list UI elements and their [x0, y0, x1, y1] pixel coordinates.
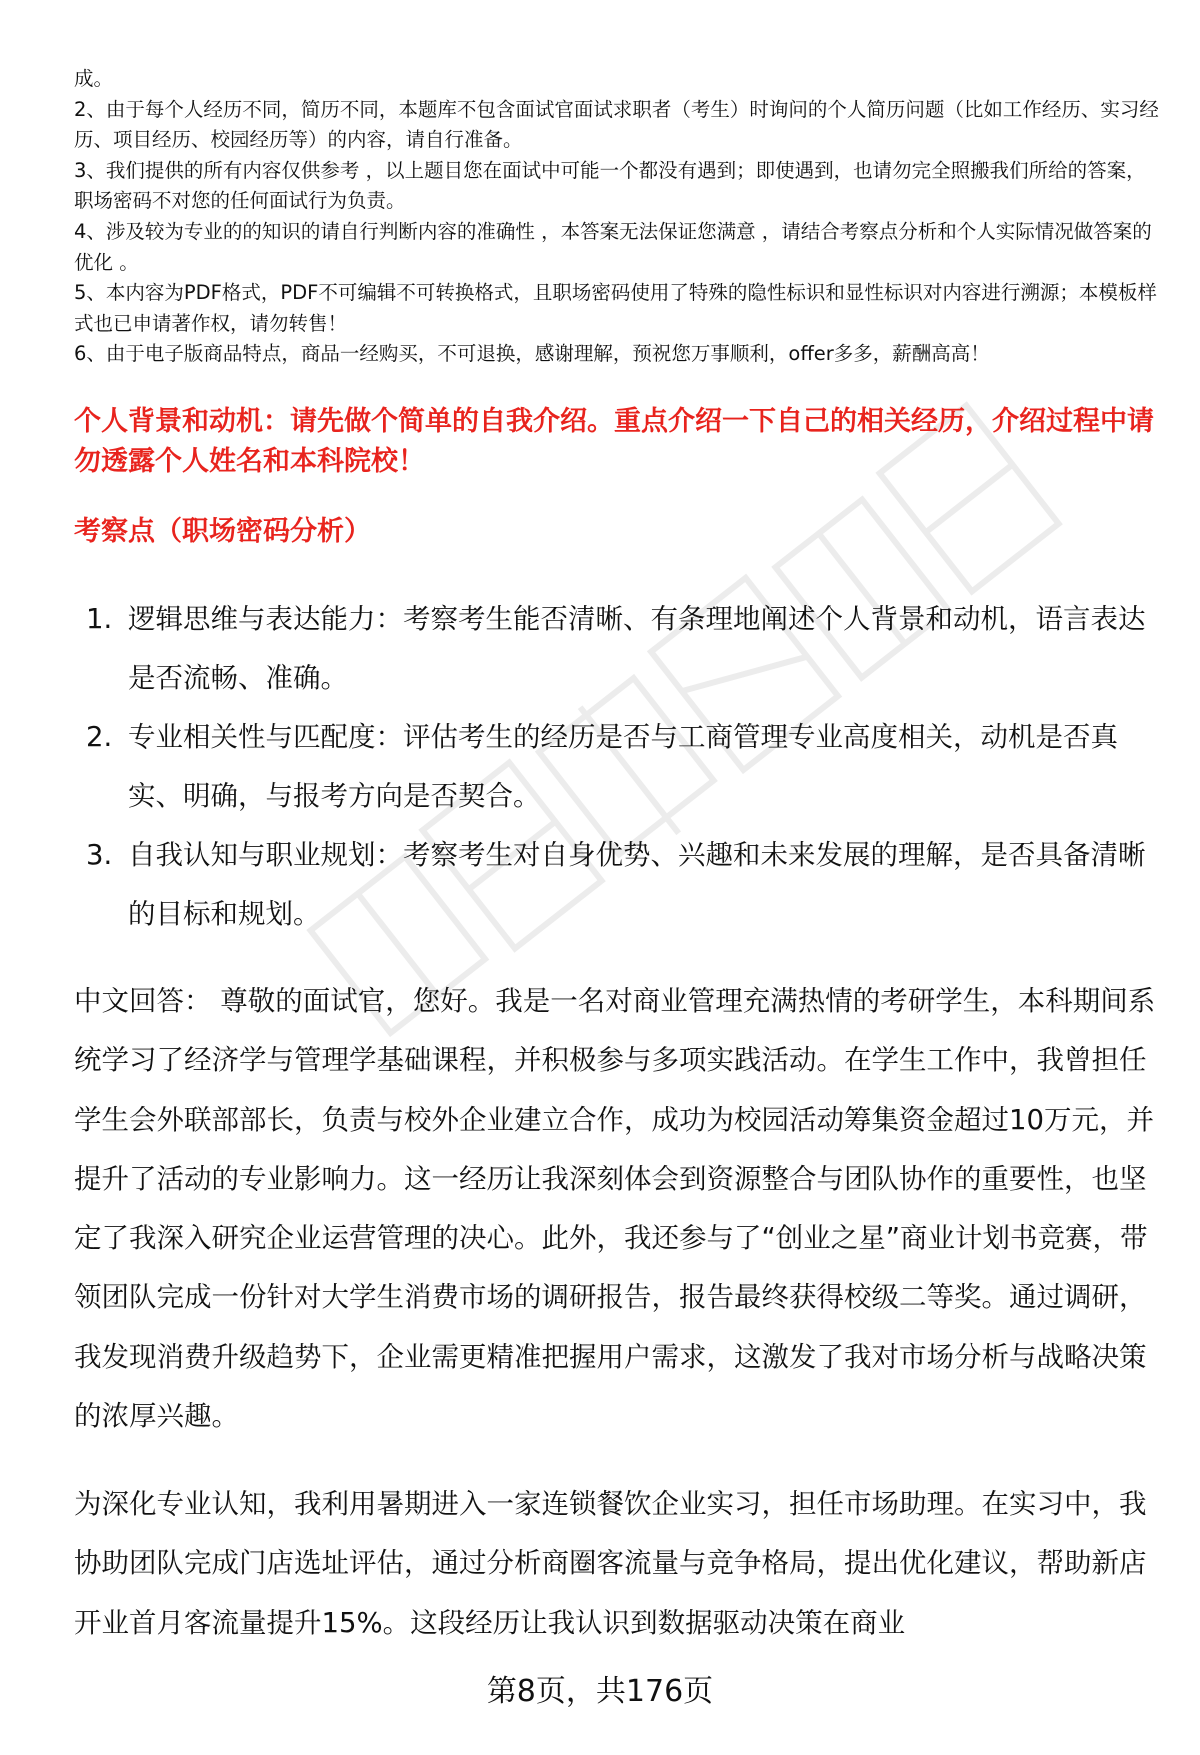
note-line: 5、本内容为PDF格式，PDF不可编辑不可转换格式，且职场密码使用了特殊的隐性标识和显性标识对内容进行溯源；本模板样式也已申请著作权，请勿转售！ — [74, 281, 1157, 335]
page-number-footer: 第8页，共176页 — [486, 1674, 714, 1709]
analysis-heading: 考察点（职场密码分析） — [74, 516, 371, 547]
answer-paragraph-2 — [74, 1475, 1164, 1653]
analysis-point — [74, 826, 1164, 944]
point-text: 专业相关性与匹配度：评估考生的经历是否与工商管理专业高度相关，动机是否真实、明确，与报考方向是否契合。 — [128, 721, 1118, 812]
point-text: 逻辑思维与表达能力：考察考生能否清晰、有条理地阐述个人背景和动机，语言表达是否流畅、准确。 — [128, 603, 1146, 694]
point-number: 2. — [86, 721, 113, 753]
note-line: 4、涉及较为专业的的知识的请自行判断内容的准确性 ，本答案无法保证您满意 ，请结合考察点分析和个人实际情况做答案的优化 。 — [74, 219, 1152, 274]
analysis-point — [74, 590, 1164, 708]
analysis-point — [74, 708, 1164, 826]
analysis-points-list — [74, 590, 1164, 944]
note-line: 6、由于电子版商品特点，商品一经购买，不可退换，感谢理解，预祝您万事顺利，offer多多，薪酬高高！ — [74, 342, 990, 366]
note-line: 成。 — [74, 67, 114, 90]
note-line: 2、由于每个人经历不同，简历不同，本题库不包含面试官面试求职者（考生）时询问的个人简历问题（比如工作经历、实习经历、项目经历、校园经历等）的内容，请自行准备。 — [74, 97, 1159, 152]
answer-paragraph-1 — [74, 972, 1164, 1446]
answer-text: 为深化专业认知，我利用暑期进入一家连锁餐饮企业实习，担任市场助理。在实习中，我协助团队完成门店选址评估，通过分析商圈客流量与竞争格局，提出优化建议，帮助新店开业首月客流量提升15%。这段经历让我认识到数据驱动决策在商业 — [74, 1488, 1147, 1639]
notes-section — [74, 64, 1164, 370]
note-line: 3、我们提供的所有内容仅供参考 ，以上题目您在面试中可能一个都没有遇到；即使遇到，也请勿完全照搬我们所给的答案，职场密码不对您的任何面试行为负责。 — [74, 158, 1146, 213]
point-number: 3. — [86, 839, 113, 871]
point-number: 1. — [86, 603, 113, 635]
question-heading: 个人背景和动机：请先做个简单的自我介绍。重点介绍一下自己的相关经历，介绍过程中请勿透露个人姓名和本科院校！ — [74, 406, 1154, 477]
answer-text: 中文回答： 尊敬的面试官，您好。我是一名对商业管理充满热情的考研学生，本科期间系统学习了经济学与管理学基础课程，并积极参与多项实践活动。在学生工作中，我曾担任学生会外联部部长，负责与校外企业建立合作，成功为校园活动筹集资金超过10万元，并提升了活动的专业影响力。这一经历让我深刻体会到资源整合与团队协作的重要性，也坚定了我深入研究企业运营管理的决心。此外，我还参与了“创业之星”商业计划书竞赛，带领团队完成一份针对大学生消费市场的调研报告，报告最终获得校级二等奖。通过调研，我发现消费升级趋势下，企业需更精准把握用户需求，这激发了我对市场分析与战略决策的浓厚兴趣。 — [74, 985, 1156, 1433]
point-text: 自我认知与职业规划：考察考生对自身优势、兴趣和未来发展的理解，是否具备清晰的目标和规划。 — [128, 839, 1146, 930]
